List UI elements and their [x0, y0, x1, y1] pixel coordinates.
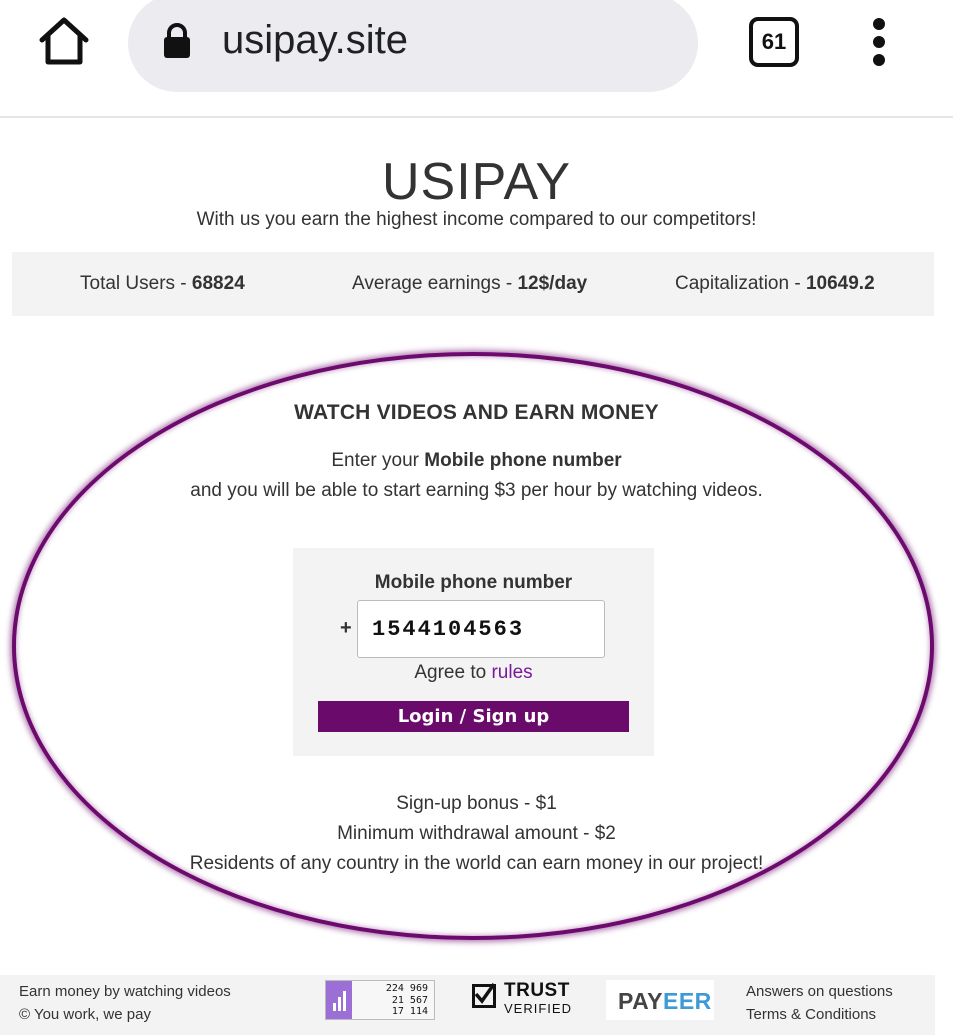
trust-verified-badge[interactable]	[470, 978, 575, 1018]
stat-capitalization	[675, 273, 875, 295]
faq-link[interactable]: Answers on questions	[746, 983, 893, 1000]
site-tagline: With us you earn the highest income compared to our competitors!	[196, 209, 757, 230]
min-withdrawal-text: Minimum withdrawal amount - $2	[337, 823, 616, 844]
payeer-logo[interactable]	[606, 980, 714, 1020]
address-bar[interactable]	[128, 0, 698, 92]
footer-tagline: Earn money by watching videos	[19, 983, 231, 1000]
footer	[0, 975, 935, 1035]
stat-value: 12$/day	[517, 273, 588, 294]
stat-average-earnings	[352, 273, 587, 295]
browser-toolbar	[0, 0, 953, 118]
lock-icon[interactable]	[160, 22, 194, 60]
stat-value: 10649.2	[805, 273, 875, 294]
metrika-counter-badge[interactable]	[325, 980, 435, 1020]
trust-text: TRUST	[504, 980, 570, 1001]
phone-label: Mobile phone number	[374, 572, 573, 593]
site-title: USIPAY	[381, 153, 571, 211]
payeer-pay: PAY	[618, 988, 663, 1014]
phone-prefix: +	[340, 617, 352, 639]
login-signup-button[interactable]: Login / Sign up	[318, 701, 629, 732]
promo-line-1-prefix: Enter your	[331, 450, 425, 471]
url-text[interactable]: usipay.site	[222, 18, 409, 62]
metrika-visitors: 17 114	[391, 1006, 428, 1017]
stat-label: Total Users -	[80, 273, 192, 294]
checkbox-icon	[472, 984, 496, 1008]
stats-bar	[12, 252, 934, 316]
residents-text: Residents of any country in the world can earn money in our project!	[189, 853, 764, 874]
tabs-icon[interactable]: 61	[749, 17, 799, 67]
home-icon[interactable]	[36, 14, 92, 70]
promo-headline: WATCH VIDEOS AND EARN MONEY	[294, 401, 659, 424]
terms-link[interactable]: Terms & Conditions	[746, 1006, 877, 1023]
stat-total-users	[80, 273, 245, 295]
phone-input[interactable]	[357, 600, 605, 658]
stat-value: 68824	[191, 273, 245, 294]
metrika-visits: 21 567	[391, 994, 428, 1006]
promo-line-2: and you will be able to start earning $3 per hour by watching videos.	[190, 480, 763, 501]
promo-line-1-bold: Mobile phone number	[424, 450, 622, 471]
footer-copyright: © You work, we pay	[19, 1006, 151, 1023]
metrika-icon	[326, 981, 352, 1019]
rules-link[interactable]: rules	[491, 662, 533, 683]
promo-line-1	[0, 450, 953, 472]
agree-rules	[293, 662, 654, 684]
signup-form	[293, 548, 654, 756]
metrika-numbers	[356, 983, 428, 1018]
verified-text: VERIFIED	[504, 1001, 572, 1016]
signup-bonus-text: Sign-up bonus - $1	[396, 793, 557, 814]
metrika-views: 224 969	[385, 983, 428, 994]
agree-prefix: Agree to	[414, 662, 492, 683]
stat-label: Capitalization -	[675, 273, 806, 294]
payeer-eer: EER	[662, 988, 712, 1014]
more-vert-icon[interactable]	[866, 18, 892, 66]
stat-label: Average earnings -	[352, 273, 518, 294]
payeer-wordmark	[618, 988, 712, 1015]
